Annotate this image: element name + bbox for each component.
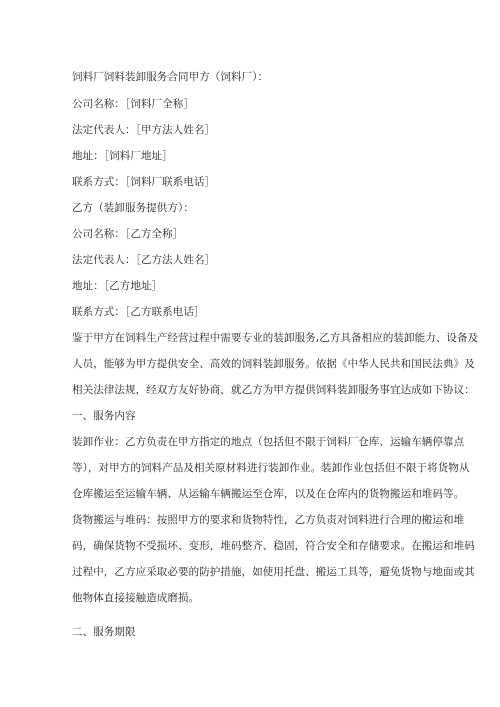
- preamble-line: 人员，能够为甲方提供安全、高效的饲料装卸服务。依据《中华人民共和国民法典》及: [72, 358, 475, 370]
- party-a-contact: 联系方式：［饲料厂联系电话］: [72, 176, 216, 188]
- party-a-representative: 法定代表人：［甲方法人姓名］: [72, 124, 216, 136]
- party-a-company: 公司名称：［饲料厂全称］: [72, 98, 194, 110]
- section-1-paragraph-1-line: 仓库搬运至运输车辆、从运输车辆搬运至仓库，以及在仓库内的货物搬运和堆码等。: [72, 488, 465, 500]
- party-b-contact: 联系方式：［乙方联系电话］: [72, 306, 205, 318]
- party-b-representative: 法定代表人：［乙方法人姓名］: [72, 254, 216, 266]
- party-b-address: 地址：［乙方地址］: [72, 280, 163, 292]
- preamble-line: 鉴于甲方在饲料生产经营过程中需要专业的装卸服务,乙方具备相应的装卸能力、设备及: [72, 332, 479, 344]
- section-1-paragraph-1-line: 等），对甲方的饲料产品及相关原材料进行装卸作业。装卸作业包括但不限于将货物从: [72, 462, 470, 474]
- party-b-company: 公司名称：［乙方全称］: [72, 228, 184, 240]
- section-1-heading: 一、服务内容: [72, 410, 136, 422]
- section-1-paragraph-2-line: 他物体直接接触造成磨损。: [72, 592, 200, 604]
- section-1-paragraph-2-line: 货物搬运与堆码：按照甲方的要求和货物特性，乙方负责对饲料进行合理的搬运和堆: [72, 514, 465, 526]
- section-1-paragraph-2-line: 码，确保货物不受损坏、变形，堆码整齐、稳固，符合安全和存储要求。在搬运和堆码: [72, 540, 475, 552]
- preamble-line: 相关法律法规，经双方友好协商，就乙方为甲方提供饲料装卸服务事宜达成如下协议：: [72, 384, 475, 396]
- contract-title: 饲料厂饲料装卸服务合同甲方（饲料厂）：: [72, 71, 269, 83]
- section-1-paragraph-1-line: 装卸作业：乙方负责在甲方指定的地点（包括但不限于饲料厂仓库、运输车辆停靠点: [72, 436, 465, 448]
- party-a-address: 地址：［饲料厂地址］: [72, 150, 173, 162]
- section-1-paragraph-2-line: 过程中，乙方应采取必要的防护措施，如使用托盘、搬运工具等，避免货物与地面或其: [72, 566, 475, 578]
- party-b-heading: 乙方（装卸服务提供方）：: [72, 202, 194, 214]
- section-2-heading: 二、服务期限: [72, 626, 136, 638]
